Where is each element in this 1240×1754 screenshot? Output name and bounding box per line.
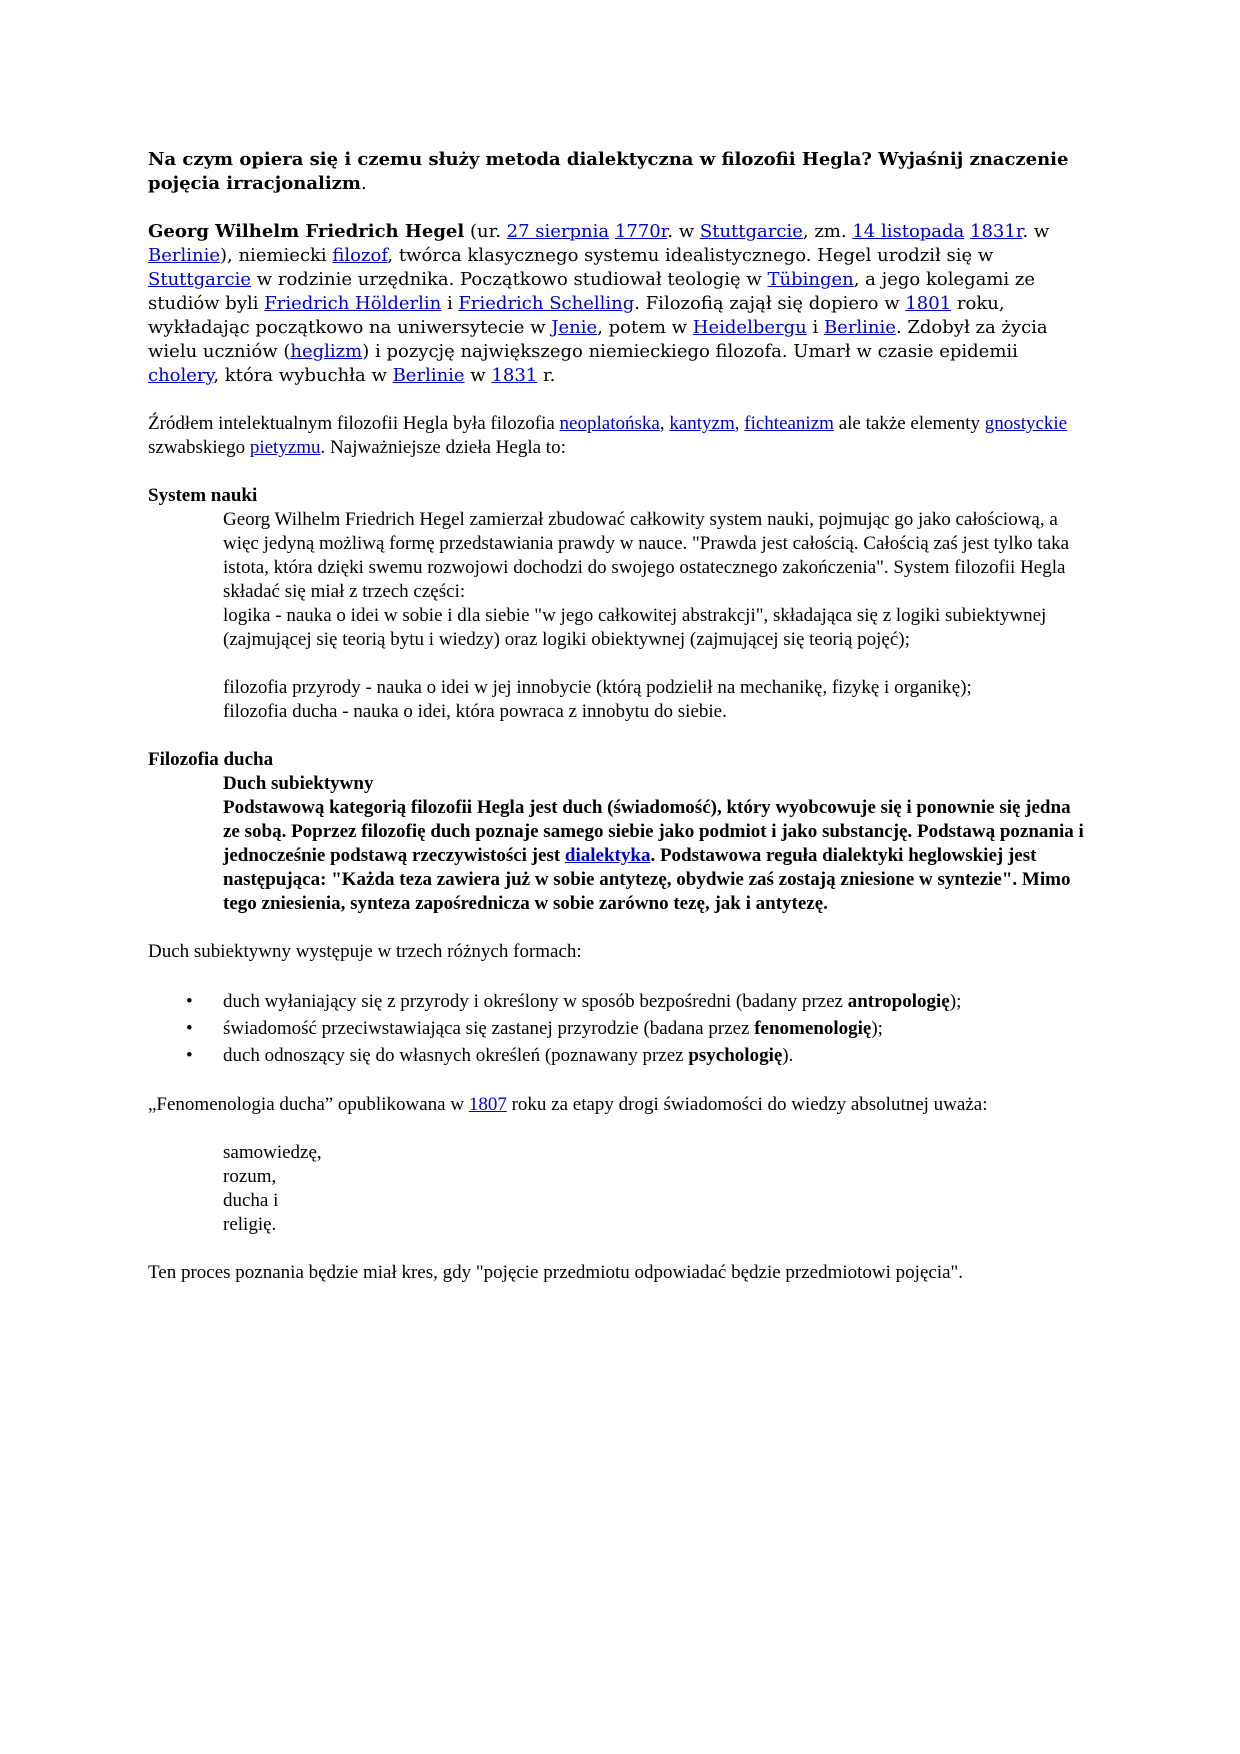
spacer [148, 1117, 1092, 1141]
spacer [223, 652, 1092, 676]
link-death-date[interactable]: 14 listopada [852, 221, 965, 242]
list-item-end: ); [949, 991, 962, 1012]
filozofia-ducha-heading: Filozofia ducha [148, 749, 274, 770]
link-fichteanizm[interactable]: fichteanizm [744, 413, 834, 434]
link-heidelberg[interactable]: Heidelbergu [692, 317, 807, 338]
system-nauki-body [223, 508, 1092, 724]
list-item-end: ). [782, 1045, 794, 1066]
bio-text: , a jego kolegami ze studiów byli [148, 269, 1036, 314]
bio-text: ) i pozycję największego niemieckiego filozofa. Umarł w czasie epidemii [362, 341, 1018, 362]
system-part-logika: logika - nauka o idei w sobie i dla siebie "w jego całkowitej abstrakcji", składająca się z logiki subiektywnej (zajmującej się teorią bytu i wiedzy) oraz logiki obiektywnej (zajmującej się teorią pojęć); [223, 605, 1047, 650]
system-part-przyroda: filozofia przyrody - nauka o idei w jej innobycie (którą podzielił na mechanikę, fizykę i organikę); [223, 677, 972, 698]
spacer [148, 196, 1092, 220]
question-text: Na czym opiera się i czemu służy metoda dialektyczna w filozofii Hegla? Wyjaśnij znaczenie pojęcia irracjonalizm [148, 149, 1069, 194]
filozofia-ducha-body [223, 772, 1092, 916]
bio-text: . w [1022, 221, 1050, 242]
link-stuttgart[interactable]: Stuttgarcie [148, 269, 251, 290]
bio-text: , która wybuchła w [213, 365, 393, 386]
link-schelling[interactable]: Friedrich Schelling [458, 293, 635, 314]
bullet-icon: • [186, 1018, 193, 1039]
fenomenologia-text: roku za etapy drogi świadomości do wiedzy absolutnej uważa: [506, 1094, 988, 1115]
link-berlin-2[interactable]: Berlinie [392, 365, 465, 386]
sources-text: szwabskiego [148, 437, 250, 458]
link-berlin[interactable]: Berlinie [823, 317, 896, 338]
spacer [148, 724, 1092, 748]
link-death-year[interactable]: 1831r [970, 221, 1023, 242]
bio-text: w [464, 365, 492, 386]
bio-text: , zm. [802, 221, 853, 242]
link-birth-city[interactable]: Stuttgarcie [699, 221, 803, 242]
bio-text: w rodzinie urzędnika. Początkowo studiował teologię w [250, 269, 768, 290]
bio-text: . w [667, 221, 700, 242]
duch-subiektywny-heading: Duch subiektywny [223, 773, 374, 794]
bio-text: ), niemiecki [220, 245, 333, 266]
question-paragraph [148, 148, 1092, 196]
bio-text: i [441, 293, 459, 314]
link-pietyzm[interactable]: pietyzmu [249, 437, 321, 458]
sources-text: Źródłem intelektualnym filozofii Hegla była filozofia [148, 413, 560, 434]
bullet-icon: • [186, 991, 193, 1012]
bio-text: (ur. [464, 221, 507, 242]
list-item [148, 1015, 1092, 1042]
spacer [148, 388, 1092, 412]
bio-text: . Zdobył za życia wielu uczniów ( [148, 317, 1048, 362]
spacer [148, 460, 1092, 484]
list-item-text: świadomość przeciwstawiająca się zastanej przyrodzie (badana przez [223, 1018, 755, 1039]
link-birth-date[interactable]: 27 sierpnia [506, 221, 610, 242]
spacer [148, 1237, 1092, 1261]
link-1807[interactable]: 1807 [468, 1094, 507, 1115]
bio-paragraph [148, 220, 1092, 388]
bio-text: . Filozofią zajął się dopiero w [634, 293, 906, 314]
sources-text: , [659, 413, 670, 434]
link-dialektyka[interactable]: dialektyka [564, 845, 651, 866]
link-kantyzm[interactable]: kantyzm [669, 413, 735, 434]
stage-item: ducha i [223, 1190, 279, 1211]
filozofia-ducha-text: Podstawową kategorią filozofii Hegla jest duch (świadomość), który wyobcowuje się i ponownie się jedna ze sobą. Poprzez filozofię duch poznaje samego siebie jako podmiot i jako substancję. Podstawą poznania i jednocześnie podstawą rzeczywistości jest [223, 797, 1084, 866]
bio-text: i [806, 317, 824, 338]
list-item [148, 988, 1092, 1015]
link-birth-year[interactable]: 1770r [614, 221, 668, 242]
bullet-icon: • [186, 1045, 193, 1066]
bio-text: , twórca klasycznego systemu idealistycznego. Hegel urodził się w [387, 245, 994, 266]
fenomenologia-text: „Fenomenologia ducha” opublikowana w [148, 1094, 469, 1115]
stage-item: samowiedzę, [223, 1142, 322, 1163]
stages-list [223, 1141, 1092, 1237]
list-item-bold: antropologię [847, 991, 950, 1012]
question-end: . [360, 173, 367, 194]
forms-intro: Duch subiektywny występuje w trzech różnych formach: [148, 941, 582, 962]
filozofia-ducha-paragraph [223, 796, 1092, 916]
link-tubingen[interactable]: Tübingen [767, 269, 854, 290]
list-item-text: duch wyłaniający się z przyrody i określony w sposób bezpośredni (badany przez [223, 991, 848, 1012]
bio-name: Georg Wilhelm Friedrich Hegel [148, 221, 465, 242]
filozofia-ducha-text: . Podstawowa reguła dialektyki heglowskiej jest następująca: "Każda teza zawiera już w sobie antytezę, obydwie zaś zostają zniesione w syntezie". Mimo tego zniesienia, synteza zapośrednicza w sobie zarówno tezę, jak i antytezę. [223, 845, 1071, 914]
stage-item: religię. [223, 1214, 277, 1235]
link-jena[interactable]: Jenie [551, 317, 598, 338]
link-holderlin[interactable]: Friedrich Hölderlin [264, 293, 442, 314]
link-1801[interactable]: 1801 [905, 293, 952, 314]
link-death-city[interactable]: Berlinie [148, 245, 220, 266]
sources-text: , [734, 413, 745, 434]
list-item [148, 1042, 1092, 1069]
link-neoplatonska[interactable]: neoplatońska [559, 413, 660, 434]
sources-text: ale także elementy [833, 413, 985, 434]
list-item-bold: fenomenologię [754, 1018, 872, 1039]
link-gnostyckie[interactable]: gnostyckie [984, 413, 1068, 434]
list-item-text: duch odnoszący się do własnych określeń (poznawany przez [223, 1045, 689, 1066]
list-item-bold: psychologię [688, 1045, 783, 1066]
link-filozof[interactable]: filozof [332, 245, 388, 266]
list-item-end: ); [871, 1018, 883, 1039]
link-1831[interactable]: 1831 [491, 365, 538, 386]
bio-text: r. [537, 365, 556, 386]
link-heglizm[interactable]: heglizm [290, 341, 363, 362]
spacer [148, 964, 1092, 988]
forms-list [148, 988, 1092, 1069]
spacer [148, 916, 1092, 940]
spacer [148, 1069, 1092, 1093]
bio-text: , potem w [597, 317, 693, 338]
bio-text: roku, wykładając początkowo na uniwersytecie w [148, 293, 1005, 338]
sources-paragraph [148, 412, 1092, 460]
conclusion-paragraph: Ten proces poznania będzie miał kres, gdy "pojęcie przedmiotu odpowiadać będzie przedmiotowi pojęcia". [148, 1262, 964, 1283]
stage-item: rozum, [223, 1166, 277, 1187]
link-cholera[interactable]: cholery [148, 365, 214, 386]
sources-text: . Najważniejsze dzieła Hegla to: [320, 437, 566, 458]
system-nauki-paragraph: Georg Wilhelm Friedrich Hegel zamierzał zbudować całkowity system nauki, pojmując go jako całościową, a więc jedyną możliwą formę przedstawiania prawdy w nauce. "Prawda jest całością. Całością zaś jest tylko taka istota, która dzięki swemu rozwojowi dochodzi do swojego ostatecznego zakończenia". System filozofii Hegla składać się miał z trzech części: [223, 509, 1070, 602]
system-part-duch: filozofia ducha - nauka o idei, która powraca z innobytu do siebie. [223, 701, 727, 722]
system-nauki-heading: System nauki [148, 485, 258, 506]
fenomenologia-paragraph [148, 1093, 1092, 1117]
